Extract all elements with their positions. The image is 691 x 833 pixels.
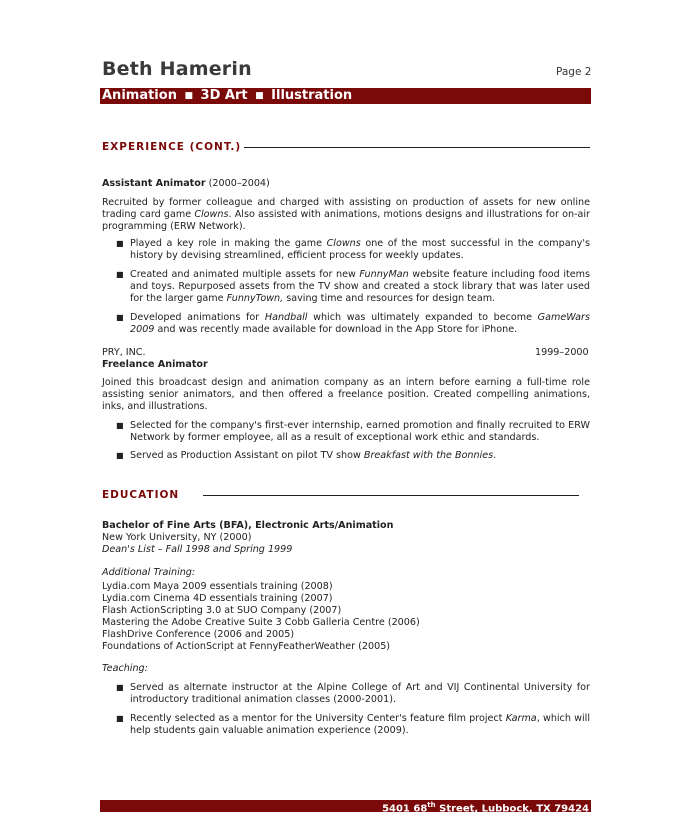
training-item: Flash ActionScripting 3.0 at SUO Company (2007) (102, 605, 342, 616)
degree: Bachelor of Fine Arts (BFA), Electronic Arts/Animation (102, 520, 394, 531)
text-run: one of the most successful in the company's history by devising streamlined, efficient process for weekly updates. (130, 238, 590, 261)
job1-bullet-2 (130, 269, 590, 304)
text-run-italic: GameWars 2009 (130, 312, 590, 335)
training-item: Lydia.com Cinema 4D essentials training (2007) (102, 593, 333, 604)
text-run: . Also assisted with animations, motions designs and illustrations for on-air programming (ERW Network). (102, 208, 590, 232)
text-run: which was ultimately expanded to become (307, 312, 538, 323)
footer-bar (100, 800, 591, 815)
footer-address (382, 799, 589, 815)
text-run-italic: Breakfast with the Bonnies (363, 450, 494, 461)
candidate-name: Beth Hamerin (102, 58, 252, 80)
bullet-icon: ■ (116, 239, 124, 248)
tag-separator: ■ (184, 91, 193, 101)
bullet-icon: ■ (116, 451, 124, 460)
training-item: FlashDrive Conference (2006 and 2005) (102, 629, 295, 640)
specialty-banner (100, 88, 591, 104)
text-run: Served as Production Assistant on pilot TV show (130, 450, 364, 461)
job2-title: Freelance Animator (102, 359, 208, 370)
text-run: Developed animations for (130, 312, 265, 323)
teaching-bullet-2 (130, 713, 590, 737)
tag-illustration: Illustration (271, 88, 353, 103)
training-item: Foundations of ActionScript at FennyFeatherWeather (2005) (102, 641, 391, 652)
job2-company: PRY, INC. (102, 347, 146, 358)
bullet-icon: ■ (116, 270, 124, 279)
text-run: . (493, 450, 497, 461)
tag-animation: Animation (102, 88, 177, 103)
job1-bullet-3 (130, 312, 590, 336)
text-run: saving time and resources for design team. (283, 292, 496, 304)
job2-description: Joined this broadcast design and animation company as an intern before earning a full-time role assisting senior animators, and then offered a freelance position. Created compelling animations, inks, and illustrations. (102, 377, 590, 412)
address-superscript: th (427, 801, 436, 809)
text-run: Recently selected as a mentor for the University Center's feature film project (130, 713, 506, 724)
text-run: Served as alternate instructor at the Alpine College of Art and VIJ Continental University for introductory traditional animation classes (2000-2001). (130, 682, 590, 705)
job1-dates: (2000–2004) (208, 178, 270, 189)
school: New York University, NY (2000) (102, 532, 252, 543)
teaching-bullet-1 (130, 682, 590, 706)
bullet-icon: ■ (116, 313, 124, 322)
job2-bullet-1 (130, 420, 590, 444)
section-divider (203, 495, 579, 496)
experience-heading: EXPERIENCE (CONT.) (102, 141, 242, 153)
bullet-icon: ■ (116, 714, 124, 723)
page-number: Page 2 (556, 66, 592, 78)
education-heading: EDUCATION (102, 489, 180, 501)
job2-dates: 1999–2000 (535, 347, 589, 358)
text-run-italic: Handball (264, 312, 308, 323)
bullet-icon: ■ (116, 421, 124, 430)
training-item: Lydia.com Maya 2009 essentials training (2008) (102, 581, 333, 592)
text-run: , which will help students gain valuable animation experience (2009). (130, 713, 590, 736)
text-run-italic: Clowns (194, 208, 229, 220)
job1-header (102, 178, 270, 190)
text-run: Created and animated multiple assets for new (130, 269, 360, 280)
teaching-label: Teaching: (102, 663, 148, 674)
job1-description (102, 197, 590, 232)
job1-bullet-1 (130, 238, 590, 262)
text-run-italic: FunnyTown, (226, 292, 284, 304)
training-label: Additional Training: (102, 567, 196, 578)
text-run: Played a key role in making the game (130, 238, 327, 249)
tag-separator: ■ (255, 91, 264, 101)
address-text: Street, Lubbock, TX 79424 (435, 803, 589, 815)
text-run: website feature including food items and toys. Repurposed assets from the TV show and created a stock library that was later used for the larger game (130, 269, 590, 304)
job1-title: Assistant Animator (102, 178, 206, 189)
text-run-italic: FunnyMan (359, 269, 409, 280)
text-run: and was recently made available for download in the App Store for iPhone. (154, 323, 518, 335)
training-item: Mastering the Adobe Creative Suite 3 Cobb Galleria Centre (2006) (102, 617, 420, 628)
address-text: 5401 68 (382, 803, 428, 815)
text-run-italic: Karma (505, 713, 537, 724)
text-run: Recruited by former colleague and charged with assisting on production of assets for new online trading card game (102, 197, 590, 220)
job2-bullet-2 (130, 450, 590, 462)
honors: Dean's List – Fall 1998 and Spring 1999 (102, 544, 293, 555)
text-run: Selected for the company's first-ever internship, earned promotion and finally recruited to ERW Network by former employee, all as a result of exceptional work ethic and standards. (130, 420, 590, 443)
text-run-italic: Clowns (326, 238, 361, 249)
section-divider (244, 147, 590, 148)
tag-3d-art: 3D Art (200, 88, 248, 103)
bullet-icon: ■ (116, 683, 124, 692)
